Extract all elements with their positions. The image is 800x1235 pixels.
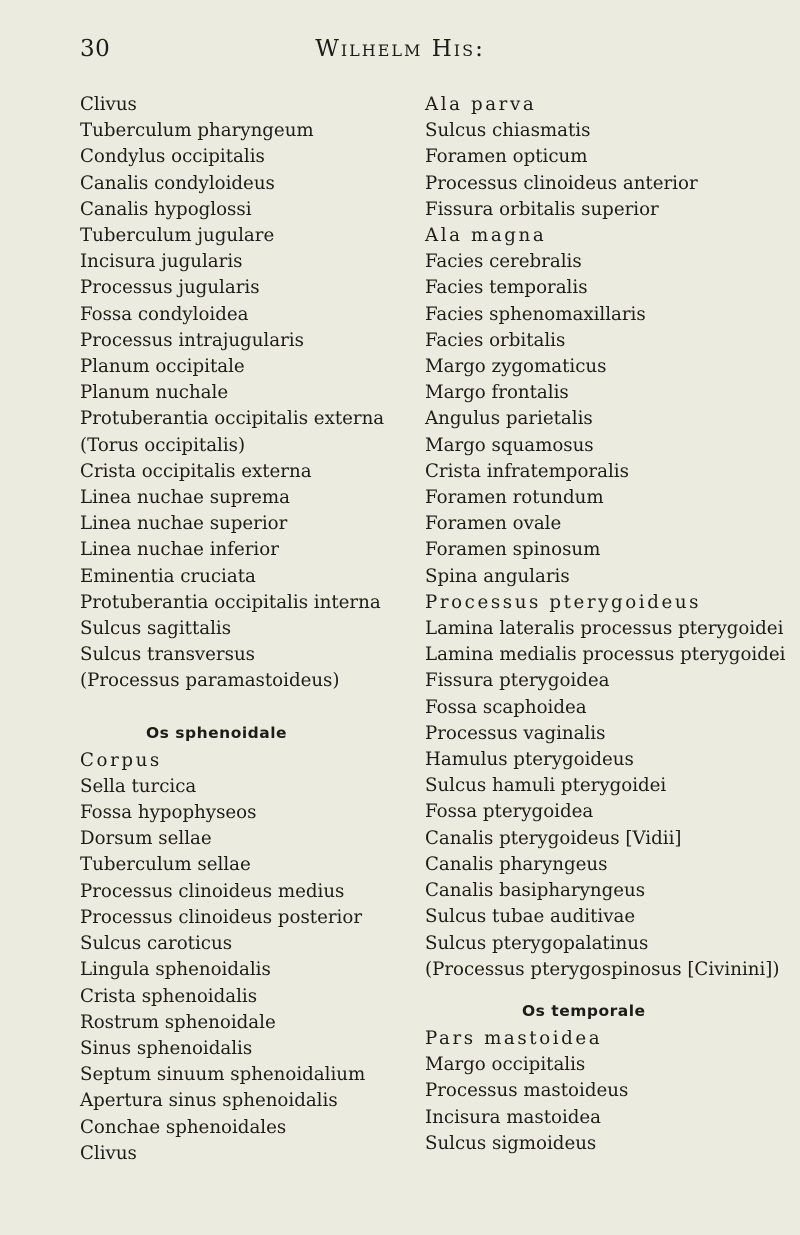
term-entry: Fissura pterygoidea: [425, 670, 610, 692]
term-entry: Condylus occipitalis: [80, 146, 265, 168]
term-entry: Facies orbitalis: [425, 329, 566, 351]
term-entry: Processus clinoideus anterior: [425, 172, 698, 194]
term-entry: Spina angularis: [425, 565, 570, 587]
term-entry: Dorsum sellae: [80, 828, 212, 850]
term-entry: Eminentia cruciata: [80, 565, 256, 587]
term-entry: Canalis pterygoideus [Vidii]: [425, 827, 682, 849]
term-list: [425, 118, 795, 223]
term-entry: Facies temporalis: [425, 277, 588, 299]
term-entry: Clivus: [80, 1142, 137, 1164]
spaced-term-pars-mastoidea: Pars mastoidea: [425, 1027, 603, 1049]
term-entry: Sulcus sagittalis: [80, 618, 232, 640]
term-entry: Facies sphenomaxillaris: [425, 303, 646, 325]
term-entry: Crista infratemporalis: [425, 460, 629, 482]
term-entry: Conchae sphenoidales: [80, 1116, 287, 1138]
term-entry: Canalis basipharyngeus: [425, 880, 646, 902]
term-entry: Lamina lateralis processus pterygoidei: [425, 618, 784, 640]
term-list: [80, 774, 410, 1167]
term-entry: Sulcus chiasmatis: [425, 120, 591, 142]
term-entry: Facies cerebralis: [425, 251, 582, 273]
term-entry: Foramen ovale: [425, 513, 562, 535]
term-entry: Fossa hypophyseos: [80, 802, 257, 824]
right-column: [425, 92, 795, 1157]
term-entry: Margo occipitalis: [425, 1054, 586, 1076]
term-entry: Sulcus pterygopalatinus: [425, 932, 649, 954]
spaced-term-corpus: Corpus: [80, 749, 162, 771]
term-list: [425, 249, 795, 590]
term-entry: Sulcus tubae auditivae: [425, 906, 636, 928]
term-entry: Margo squamosus: [425, 434, 594, 456]
term-entry: Hamulus pterygoideus: [425, 749, 634, 771]
term-entry: Fossa scaphoidea: [425, 696, 587, 718]
term-entry: Crista sphenoidalis: [80, 985, 258, 1007]
term-entry: Margo zygomaticus: [425, 356, 607, 378]
term-entry: Processus intrajugularis: [80, 329, 304, 351]
term-entry: (Processus paramastoideus): [80, 670, 340, 692]
term-entry: Processus clinoideus posterior: [80, 906, 363, 928]
term-entry: (Processus pterygospinosus [Civinini]): [425, 958, 780, 980]
term-entry: Tuberculum pharyngeum: [80, 120, 314, 142]
term-entry: Angulus parietalis: [425, 408, 593, 430]
spaced-term-processus-pterygoideus: Processus pterygoideus: [425, 591, 702, 613]
term-entry: Lingula sphenoidalis: [80, 959, 271, 981]
term-entry: Incisura jugularis: [80, 251, 243, 273]
term-entry: Sulcus sigmoideus: [425, 1132, 597, 1154]
term-entry: Fissura orbitalis superior: [425, 198, 659, 220]
term-list: [80, 92, 410, 695]
term-entry: Lamina medialis processus pterygoidei: [425, 644, 786, 666]
running-head: Wilhelm His:: [315, 36, 485, 62]
term-entry: Foramen rotundum: [425, 487, 604, 509]
term-entry: Protuberantia occipitalis externa: [80, 408, 385, 430]
term-entry: Canalis condyloideus: [80, 172, 275, 194]
term-entry: Linea nuchae superior: [80, 513, 288, 535]
term-list: [425, 1052, 795, 1157]
term-entry: Crista occipitalis externa: [80, 460, 312, 482]
term-entry: Foramen opticum: [425, 146, 588, 168]
term-entry: Processus jugularis: [80, 277, 260, 299]
term-entry: Canalis hypoglossi: [80, 198, 252, 220]
term-entry: Rostrum sphenoidale: [80, 1011, 276, 1033]
section-heading-os-temporale: Os temporale: [522, 1001, 646, 1020]
term-entry: Septum sinuum sphenoidalium: [80, 1064, 366, 1086]
term-entry: Incisura mastoidea: [425, 1106, 602, 1128]
term-entry: Processus vaginalis: [425, 722, 606, 744]
term-entry: Clivus: [80, 94, 137, 115]
page-number: 30: [80, 36, 111, 62]
term-entry: Sinus sphenoidalis: [80, 1037, 253, 1059]
term-entry: Processus clinoideus medius: [80, 880, 345, 902]
spaced-term-ala-parva: Ala parva: [425, 94, 537, 115]
term-entry: Planum occipitale: [80, 356, 245, 378]
term-entry: Protuberantia occipitalis interna: [80, 591, 381, 613]
term-entry: Sulcus caroticus: [80, 933, 233, 955]
term-entry: Sella turcica: [80, 775, 197, 797]
left-column: [80, 92, 410, 1167]
section-heading-os-sphenoidale: Os sphenoidale: [146, 723, 288, 742]
term-entry: Tuberculum jugulare: [80, 225, 275, 247]
term-entry: Tuberculum sellae: [80, 854, 251, 876]
term-entry: Fossa pterygoidea: [425, 801, 594, 823]
term-entry: Sulcus transversus: [80, 644, 256, 666]
term-entry: (Torus occipitalis): [80, 434, 246, 456]
term-entry: Linea nuchae inferior: [80, 539, 279, 561]
term-entry: Sulcus hamuli pterygoidei: [425, 775, 667, 797]
term-entry: Linea nuchae suprema: [80, 487, 290, 509]
term-entry: Canalis pharyngeus: [425, 853, 608, 875]
term-entry: Margo frontalis: [425, 382, 569, 404]
term-entry: Planum nuchale: [80, 382, 229, 404]
term-entry: Fossa condyloidea: [80, 303, 249, 325]
spaced-term-ala-magna: Ala magna: [425, 225, 547, 247]
term-entry: Processus mastoideus: [425, 1080, 629, 1102]
term-entry: Apertura sinus sphenoidalis: [80, 1090, 338, 1112]
term-entry: Foramen spinosum: [425, 539, 601, 561]
term-list: [425, 616, 795, 983]
